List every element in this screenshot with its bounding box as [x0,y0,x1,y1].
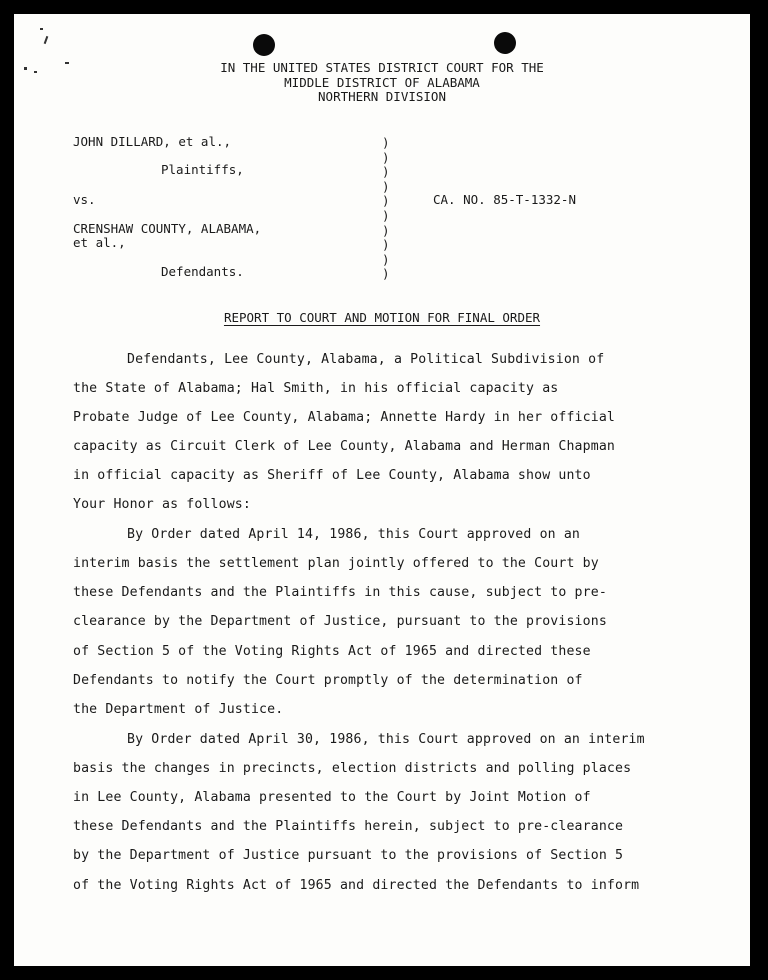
defendant-name-line1: CRENSHAW COUNTY, ALABAMA, [73,221,262,236]
court-header-line3: NORTHERN DIVISION [318,89,446,104]
paren: ) [382,149,390,165]
scan-speck [44,36,49,44]
caption-paren-column [382,136,390,282]
hole-punch-left [253,34,275,56]
paren: ) [382,178,390,194]
versus: vs. [73,192,96,207]
document-title [14,310,750,325]
body-line: by the Department of Justice pursuant to the provisions of Section 5 [73,848,624,863]
body-line: of the Voting Rights Act of 1965 and directed the Defendants to inform [73,878,640,893]
body-line: By Order dated April 14, 1986, this Court approved on an [127,527,581,542]
body-line: in official capacity as Sheriff of Lee County, Alabama show unto [73,468,591,483]
court-header-line1: IN THE UNITED STATES DISTRICT COURT FOR THE [220,60,544,75]
body-line: By Order dated April 30, 1986, this Court approved on an interim [127,732,645,747]
body-line: the State of Alabama; Hal Smith, in his official capacity as [73,381,559,396]
document-title-text: REPORT TO COURT AND MOTION FOR FINAL ORDER [223,310,541,325]
plaintiff-name: JOHN DILLARD, et al., [73,134,232,149]
paren: ) [382,237,390,253]
paren: ) [382,222,390,238]
paren: ) [382,135,390,150]
body-line: these Defendants and the Plaintiffs in this cause, subject to pre- [73,585,607,600]
body-line: Your Honor as follows: [73,497,251,512]
body-line: Probate Judge of Lee County, Alabama; Annette Hardy in her official [73,410,615,425]
paren: ) [382,193,390,209]
body-line: the Department of Justice. [73,702,284,717]
body-line: interim basis the settlement plan jointly offered to the Court by [73,556,599,571]
paren: ) [382,164,390,180]
body-line: in Lee County, Alabama presented to the Court by Joint Motion of [73,790,591,805]
paren: ) [382,266,390,282]
court-header [14,61,750,105]
plaintiff-role: Plaintiffs, [161,162,244,177]
defendant-role: Defendants. [161,264,244,279]
defendant-name-line2: et al., [73,235,126,250]
scan-speck [40,28,43,30]
body-line: of Section 5 of the Voting Rights Act of 1965 and directed these [73,644,591,659]
body-line: these Defendants and the Plaintiffs herein, subject to pre-clearance [73,819,624,834]
case-number: CA. NO. 85-T-1332-N [433,192,576,207]
body-line: clearance by the Department of Justice, pursuant to the provisions [73,614,607,629]
body-line: Defendants, Lee County, Alabama, a Political Subdivision of [127,352,605,367]
body-line: capacity as Circuit Clerk of Lee County, Alabama and Herman Chapman [73,439,615,454]
document-page [14,14,750,966]
court-header-line2: MIDDLE DISTRICT OF ALABAMA [284,74,480,90]
paren: ) [382,251,390,267]
body-line: Defendants to notify the Court promptly of the determination of [73,673,583,688]
body-line: basis the changes in precincts, election districts and polling places [73,761,632,776]
paren: ) [382,207,390,223]
hole-punch-right [494,32,516,54]
